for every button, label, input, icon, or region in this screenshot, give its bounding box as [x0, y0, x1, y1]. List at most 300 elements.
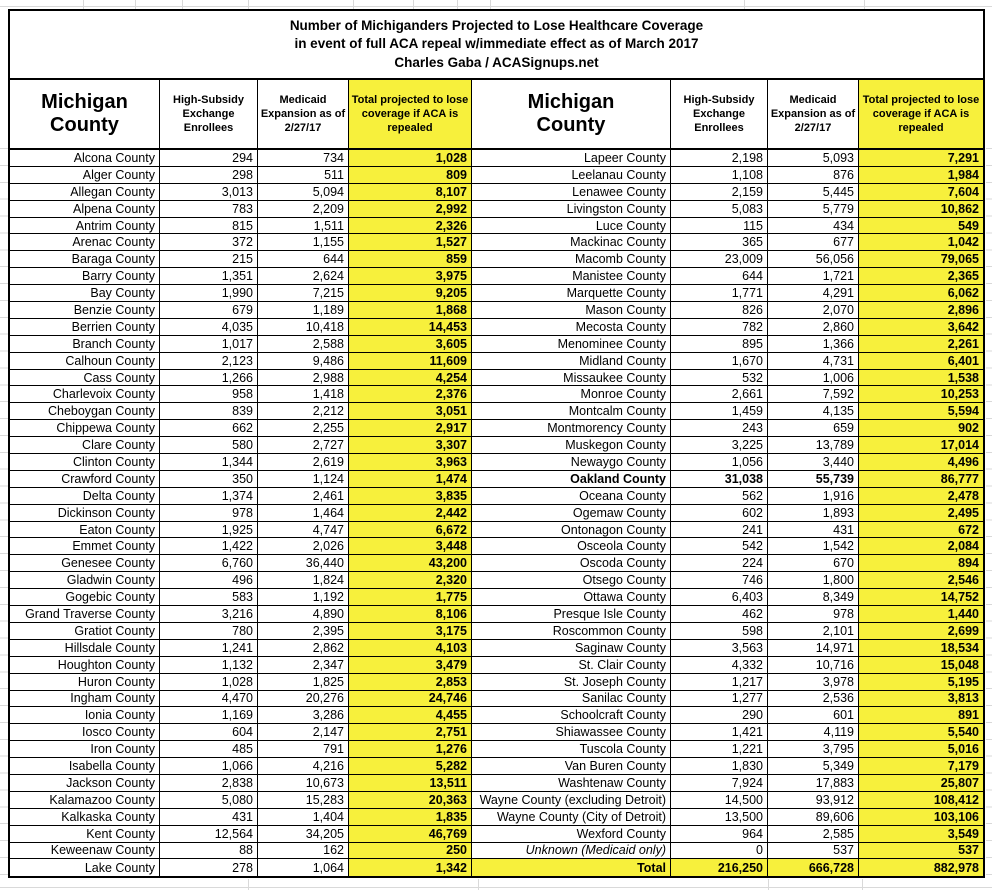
cell-medicaid: 1,006: [768, 370, 859, 387]
cell-county: Sanilac County: [472, 691, 671, 708]
cell-county: Gogebic County: [10, 589, 160, 606]
gridline: [490, 0, 491, 9]
cell-exchange: 1,459: [671, 403, 768, 420]
cell-exchange: 294: [160, 150, 258, 167]
cell-medicaid: 89,606: [768, 809, 859, 826]
cell-county: Newaygo County: [472, 454, 671, 471]
cell-medicaid: 1,192: [258, 589, 349, 606]
cell-exchange: 88: [160, 843, 258, 860]
cell-medicaid: 2,461: [258, 488, 349, 505]
cell-county: Livingston County: [472, 201, 671, 218]
cell-exchange: 1,925: [160, 522, 258, 539]
cell-exchange: 542: [671, 538, 768, 555]
table-row: [10, 150, 983, 167]
cell-total: 8,107: [349, 184, 472, 201]
header-row: [10, 80, 983, 150]
cell-medicaid: 434: [768, 218, 859, 235]
cell-exchange: 298: [160, 167, 258, 184]
cell-county: Montmorency County: [472, 420, 671, 437]
cell-exchange: 462: [671, 606, 768, 623]
cell-total: 2,320: [349, 572, 472, 589]
cell-medicaid: 2,026: [258, 538, 349, 555]
cell-total: 2,365: [859, 268, 983, 285]
cell-exchange: 350: [160, 471, 258, 488]
cell-exchange: 290: [671, 707, 768, 724]
cell-medicaid: 1,824: [258, 572, 349, 589]
cell-county: Washtenaw County: [472, 775, 671, 792]
cell-county: Ogemaw County: [472, 505, 671, 522]
cell-county: Antrim County: [10, 218, 160, 235]
cell-county: Ingham County: [10, 691, 160, 708]
header-total-right: Total projected to lose coverage if ACA is repealed: [859, 80, 983, 150]
cell-exchange: 580: [160, 437, 258, 454]
cell-county: Dickinson County: [10, 505, 160, 522]
cell-county: Leelanau County: [472, 167, 671, 184]
cell-medicaid: 2,347: [258, 657, 349, 674]
cell-exchange: 780: [160, 623, 258, 640]
cell-exchange: 224: [671, 555, 768, 572]
cell-county: Iron County: [10, 741, 160, 758]
cell-exchange: 1,108: [671, 167, 768, 184]
cell-exchange: 3,563: [671, 640, 768, 657]
header-county-right: Michigan County: [472, 80, 671, 150]
cell-total: 7,179: [859, 758, 983, 775]
cell-medicaid: 5,093: [768, 150, 859, 167]
cell-county: Arenac County: [10, 234, 160, 251]
sheet-gridlines-left: [0, 148, 8, 878]
cell-total: 3,642: [859, 319, 983, 336]
cell-medicaid: 4,291: [768, 285, 859, 302]
cell-medicaid: 8,349: [768, 589, 859, 606]
cell-medicaid: 2,727: [258, 437, 349, 454]
cell-medicaid: 2,862: [258, 640, 349, 657]
cell-county: Ontonagon County: [472, 522, 671, 539]
gridline: [83, 0, 84, 9]
cell-exchange: 5,083: [671, 201, 768, 218]
cell-medicaid: 1,511: [258, 218, 349, 235]
cell-medicaid: 162: [258, 843, 349, 860]
cell-total: 1,984: [859, 167, 983, 184]
cell-total: 11,609: [349, 353, 472, 370]
cell-medicaid: 3,978: [768, 674, 859, 691]
cell-medicaid: 34,205: [258, 826, 349, 843]
cell-county: St. Clair County: [472, 657, 671, 674]
cell-exchange: 1,132: [160, 657, 258, 674]
cell-medicaid: 15,283: [258, 792, 349, 809]
table-row: [10, 792, 983, 809]
cell-total: 1,440: [859, 606, 983, 623]
cell-medicaid: 2,255: [258, 420, 349, 437]
cell-county: Cheboygan County: [10, 403, 160, 420]
cell-medicaid: 4,135: [768, 403, 859, 420]
cell-total: 5,540: [859, 724, 983, 741]
cell-exchange: 1,217: [671, 674, 768, 691]
cell-county: Baraga County: [10, 251, 160, 268]
cell-county: Emmet County: [10, 538, 160, 555]
table-row: [10, 657, 983, 674]
table-row: [10, 623, 983, 640]
cell-exchange: 2,159: [671, 184, 768, 201]
cell-county: Oakland County: [472, 471, 671, 488]
cell-medicaid: 4,119: [768, 724, 859, 741]
cell-county: Menominee County: [472, 336, 671, 353]
header-exchange-left: High-Subsidy Exchange Enrollees: [160, 80, 258, 150]
cell-total: 103,106: [859, 809, 983, 826]
cell-exchange: 0: [671, 843, 768, 860]
cell-medicaid: 876: [768, 167, 859, 184]
cell-county: Saginaw County: [472, 640, 671, 657]
cell-total: 894: [859, 555, 983, 572]
cell-county: Calhoun County: [10, 353, 160, 370]
cell-county: Midland County: [472, 353, 671, 370]
cell-county: Total: [472, 859, 671, 876]
gridline: [0, 6, 992, 7]
cell-total: 1,042: [859, 234, 983, 251]
cell-medicaid: 55,739: [768, 471, 859, 488]
cell-exchange: 1,028: [160, 674, 258, 691]
cell-medicaid: 5,094: [258, 184, 349, 201]
cell-total: 3,479: [349, 657, 472, 674]
cell-total: 3,175: [349, 623, 472, 640]
cell-total: 537: [859, 843, 983, 860]
cell-total: 4,254: [349, 370, 472, 387]
cell-county: Houghton County: [10, 657, 160, 674]
table-row: [10, 184, 983, 201]
cell-medicaid: 36,440: [258, 555, 349, 572]
cell-total: 3,813: [859, 691, 983, 708]
cell-medicaid: 677: [768, 234, 859, 251]
cell-total: 1,835: [349, 809, 472, 826]
cell-county: Osceola County: [472, 538, 671, 555]
cell-exchange: 31,038: [671, 471, 768, 488]
cell-exchange: 7,924: [671, 775, 768, 792]
cell-county: Wayne County (excluding Detroit): [472, 792, 671, 809]
cell-county: Charlevoix County: [10, 386, 160, 403]
cell-exchange: 372: [160, 234, 258, 251]
cell-county: Lake County: [10, 859, 160, 876]
cell-county: Otsego County: [472, 572, 671, 589]
cell-county: Hillsdale County: [10, 640, 160, 657]
cell-exchange: 485: [160, 741, 258, 758]
cell-exchange: 1,221: [671, 741, 768, 758]
cell-county: Isabella County: [10, 758, 160, 775]
cell-exchange: 1,266: [160, 370, 258, 387]
cell-medicaid: 3,286: [258, 707, 349, 724]
cell-medicaid: 601: [768, 707, 859, 724]
cell-medicaid: 5,445: [768, 184, 859, 201]
title-line-1: Number of Michiganders Projected to Lose Healthcare Coverage: [289, 17, 704, 33]
cell-county: Allegan County: [10, 184, 160, 201]
table-row: [10, 370, 983, 387]
cell-exchange: 241: [671, 522, 768, 539]
cell-county: Wexford County: [472, 826, 671, 843]
gridline: [135, 0, 136, 9]
cell-exchange: 826: [671, 302, 768, 319]
cell-medicaid: 10,673: [258, 775, 349, 792]
cell-total: 10,253: [859, 386, 983, 403]
cell-medicaid: 2,209: [258, 201, 349, 218]
cell-exchange: 431: [160, 809, 258, 826]
table-row: [10, 606, 983, 623]
cell-exchange: 562: [671, 488, 768, 505]
cell-total: 20,363: [349, 792, 472, 809]
cell-total: 79,065: [859, 251, 983, 268]
cell-total: 5,016: [859, 741, 983, 758]
table-row: [10, 505, 983, 522]
table-body: [10, 150, 983, 876]
cell-exchange: 215: [160, 251, 258, 268]
title-line-3: Charles Gaba / ACASignups.net: [394, 54, 599, 70]
cell-exchange: 3,013: [160, 184, 258, 201]
cell-exchange: 2,123: [160, 353, 258, 370]
table-row: [10, 758, 983, 775]
cell-exchange: 679: [160, 302, 258, 319]
cell-exchange: 783: [160, 201, 258, 218]
cell-medicaid: 14,971: [768, 640, 859, 657]
cell-total: 1,775: [349, 589, 472, 606]
cell-exchange: 1,351: [160, 268, 258, 285]
cell-total: 15,048: [859, 657, 983, 674]
cell-medicaid: 10,418: [258, 319, 349, 336]
cell-exchange: 1,374: [160, 488, 258, 505]
cell-exchange: 4,035: [160, 319, 258, 336]
cell-county: Branch County: [10, 336, 160, 353]
cell-exchange: 14,500: [671, 792, 768, 809]
cell-total: 3,963: [349, 454, 472, 471]
cell-medicaid: 13,789: [768, 437, 859, 454]
cell-total: 4,103: [349, 640, 472, 657]
cell-exchange: 496: [160, 572, 258, 589]
cell-exchange: 1,241: [160, 640, 258, 657]
cell-total: 10,862: [859, 201, 983, 218]
table-row: [10, 843, 983, 860]
header-medicaid-right: Medicaid Expansion as of 2/27/17: [768, 80, 859, 150]
cell-county: Wayne County (City of Detroit): [472, 809, 671, 826]
cell-medicaid: 978: [768, 606, 859, 623]
cell-medicaid: 1,542: [768, 538, 859, 555]
table-row: [10, 285, 983, 302]
cell-exchange: 839: [160, 403, 258, 420]
table-row: [10, 251, 983, 268]
cell-total: 9,205: [349, 285, 472, 302]
cell-county: Crawford County: [10, 471, 160, 488]
cell-exchange: 583: [160, 589, 258, 606]
cell-medicaid: 1,800: [768, 572, 859, 589]
table-row: [10, 555, 983, 572]
table-row: [10, 809, 983, 826]
cell-county: Macomb County: [472, 251, 671, 268]
cell-county: Gratiot County: [10, 623, 160, 640]
cell-exchange: 4,470: [160, 691, 258, 708]
cell-medicaid: 670: [768, 555, 859, 572]
cell-county: Clinton County: [10, 454, 160, 471]
cell-total: 2,326: [349, 218, 472, 235]
cell-exchange: 4,332: [671, 657, 768, 674]
cell-medicaid: 1,189: [258, 302, 349, 319]
table-row: [10, 234, 983, 251]
cell-total: 3,307: [349, 437, 472, 454]
header-total-left: Total projected to lose coverage if ACA is repealed: [349, 80, 472, 150]
cell-county: Mecosta County: [472, 319, 671, 336]
cell-total: 2,896: [859, 302, 983, 319]
cell-exchange: 365: [671, 234, 768, 251]
cell-exchange: 1,277: [671, 691, 768, 708]
table-row: [10, 167, 983, 184]
cell-medicaid: 1,464: [258, 505, 349, 522]
cell-medicaid: 5,779: [768, 201, 859, 218]
cell-exchange: 216,250: [671, 859, 768, 876]
cell-medicaid: 1,418: [258, 386, 349, 403]
cell-total: 2,546: [859, 572, 983, 589]
cell-total: 7,604: [859, 184, 983, 201]
cell-medicaid: 734: [258, 150, 349, 167]
cell-exchange: 278: [160, 859, 258, 876]
gridline: [862, 879, 863, 890]
cell-total: 2,478: [859, 488, 983, 505]
cell-medicaid: 2,536: [768, 691, 859, 708]
cell-total: 2,261: [859, 336, 983, 353]
cell-medicaid: 537: [768, 843, 859, 860]
gridline: [248, 0, 249, 9]
gridline: [768, 879, 769, 890]
cell-county: Monroe County: [472, 386, 671, 403]
cell-exchange: 1,056: [671, 454, 768, 471]
cell-medicaid: 7,592: [768, 386, 859, 403]
cell-medicaid: 2,212: [258, 403, 349, 420]
cell-county: Benzie County: [10, 302, 160, 319]
table-row: [10, 353, 983, 370]
cell-exchange: 1,830: [671, 758, 768, 775]
cell-exchange: 958: [160, 386, 258, 403]
cell-exchange: 1,169: [160, 707, 258, 724]
cell-total: 891: [859, 707, 983, 724]
cell-total: 18,534: [859, 640, 983, 657]
cell-medicaid: 2,070: [768, 302, 859, 319]
cell-total: 6,401: [859, 353, 983, 370]
cell-medicaid: 9,486: [258, 353, 349, 370]
cell-medicaid: 56,056: [768, 251, 859, 268]
cell-medicaid: 17,883: [768, 775, 859, 792]
cell-total: 2,992: [349, 201, 472, 218]
cell-county: Missaukee County: [472, 370, 671, 387]
cell-total: 108,412: [859, 792, 983, 809]
cell-total: 2,442: [349, 505, 472, 522]
cell-exchange: 3,216: [160, 606, 258, 623]
gridline: [413, 0, 414, 9]
table-title: [10, 11, 983, 80]
cell-medicaid: 10,716: [768, 657, 859, 674]
gridline: [744, 0, 745, 9]
cell-total: 3,605: [349, 336, 472, 353]
cell-county: Iosco County: [10, 724, 160, 741]
cell-county: Alger County: [10, 167, 160, 184]
cell-exchange: 2,198: [671, 150, 768, 167]
table-row: [10, 572, 983, 589]
cell-county: Tuscola County: [472, 741, 671, 758]
cell-total: 14,752: [859, 589, 983, 606]
cell-total: 5,195: [859, 674, 983, 691]
cell-total: 4,496: [859, 454, 983, 471]
cell-county: Marquette County: [472, 285, 671, 302]
cell-county: Alcona County: [10, 150, 160, 167]
table-row: [10, 336, 983, 353]
cell-county: Clare County: [10, 437, 160, 454]
cell-medicaid: 2,624: [258, 268, 349, 285]
header-medicaid-left: Medicaid Expansion as of 2/27/17: [258, 80, 349, 150]
cell-exchange: 604: [160, 724, 258, 741]
cell-total: 2,495: [859, 505, 983, 522]
cell-medicaid: 431: [768, 522, 859, 539]
cell-total: 549: [859, 218, 983, 235]
cell-total: 3,448: [349, 538, 472, 555]
cell-exchange: 964: [671, 826, 768, 843]
cell-exchange: 598: [671, 623, 768, 640]
cell-total: 24,746: [349, 691, 472, 708]
cell-exchange: 978: [160, 505, 258, 522]
cell-county: Montcalm County: [472, 403, 671, 420]
table-row: [10, 826, 983, 843]
cell-exchange: 6,760: [160, 555, 258, 572]
cell-total: 859: [349, 251, 472, 268]
cell-medicaid: 4,216: [258, 758, 349, 775]
cell-total: 86,777: [859, 471, 983, 488]
cell-county: Luce County: [472, 218, 671, 235]
cell-medicaid: 1,064: [258, 859, 349, 876]
cell-exchange: 815: [160, 218, 258, 235]
cell-medicaid: 2,395: [258, 623, 349, 640]
cell-exchange: 1,670: [671, 353, 768, 370]
cell-medicaid: 2,588: [258, 336, 349, 353]
cell-exchange: 1,066: [160, 758, 258, 775]
cell-total: 809: [349, 167, 472, 184]
cell-exchange: 13,500: [671, 809, 768, 826]
cell-exchange: 1,422: [160, 538, 258, 555]
cell-medicaid: 2,988: [258, 370, 349, 387]
table-row: [10, 589, 983, 606]
cell-total: 1,527: [349, 234, 472, 251]
cell-county: Ottawa County: [472, 589, 671, 606]
cell-medicaid: 2,585: [768, 826, 859, 843]
cell-total: 2,084: [859, 538, 983, 555]
cell-medicaid: 93,912: [768, 792, 859, 809]
cell-total: 46,769: [349, 826, 472, 843]
gridline: [478, 879, 479, 890]
cell-medicaid: 791: [258, 741, 349, 758]
table-row: [10, 201, 983, 218]
cell-county: Keweenaw County: [10, 843, 160, 860]
cell-county: Huron County: [10, 674, 160, 691]
cell-total: 7,291: [859, 150, 983, 167]
gridline: [182, 0, 183, 9]
cell-county: Manistee County: [472, 268, 671, 285]
cell-total: 6,062: [859, 285, 983, 302]
cell-total: 250: [349, 843, 472, 860]
cell-total: 1,474: [349, 471, 472, 488]
cell-county: Mackinac County: [472, 234, 671, 251]
cell-county: Gladwin County: [10, 572, 160, 589]
cell-exchange: 5,080: [160, 792, 258, 809]
cell-total: 5,282: [349, 758, 472, 775]
cell-medicaid: 1,124: [258, 471, 349, 488]
table-row: [10, 775, 983, 792]
header-exchange-right: High-Subsidy Exchange Enrollees: [671, 80, 768, 150]
cell-total: 1,276: [349, 741, 472, 758]
sheet-gridlines-right: [986, 148, 992, 890]
cell-county: Grand Traverse County: [10, 606, 160, 623]
cell-exchange: 1,344: [160, 454, 258, 471]
cell-county: Mason County: [472, 302, 671, 319]
table-row: [10, 707, 983, 724]
